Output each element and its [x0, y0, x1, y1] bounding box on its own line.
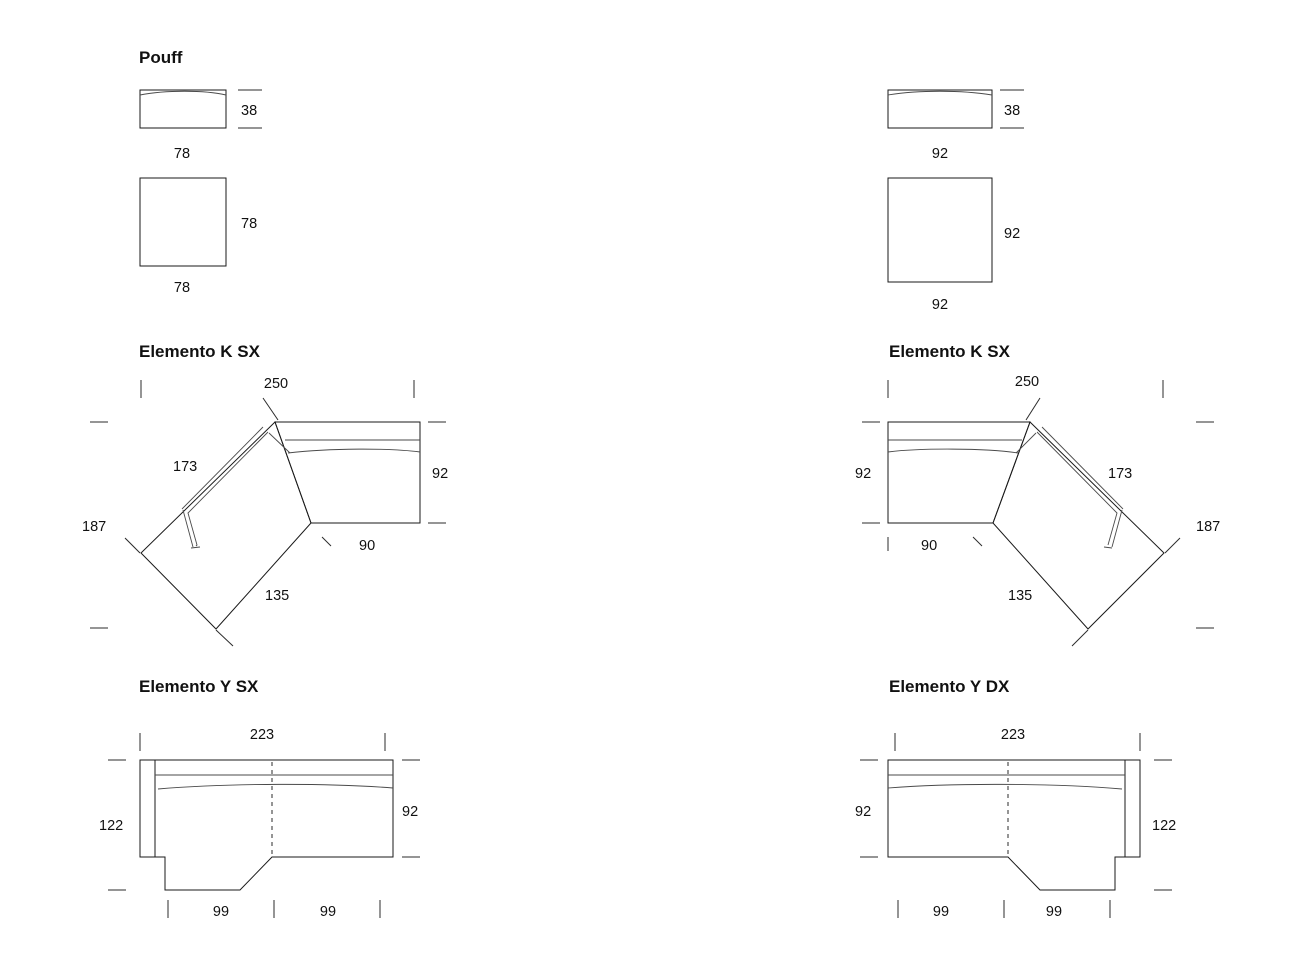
dim-k-left-overall-width: 250 — [263, 376, 289, 392]
dim-pouff-right-height: 38 — [1004, 103, 1021, 119]
section-title-k-sx-right: Elemento K SX — [889, 342, 1010, 361]
dim-y-dx-seg-left: 99 — [932, 904, 950, 920]
dim-k-left-height: 92 — [432, 466, 449, 482]
dim-k-left-back: 173 — [173, 459, 198, 475]
pouff-left-plan — [140, 178, 226, 266]
dim-pouff-left-plan-width: 78 — [173, 280, 191, 296]
dim-pouff-left-plan-depth: 78 — [241, 216, 258, 232]
dim-k-right-angle-side: 135 — [1008, 588, 1033, 604]
dim-y-dx-seg-right: 99 — [1045, 904, 1063, 920]
elemento-y-sx-plan — [108, 733, 420, 918]
dim-k-right-height: 92 — [855, 466, 872, 482]
dim-pouff-left-width: 78 — [173, 146, 191, 162]
elemento-k-sx-left-plan — [90, 380, 449, 646]
dim-k-right-seat-front: 90 — [921, 538, 938, 554]
dim-y-dx-depth: 122 — [1152, 818, 1177, 834]
dim-y-dx-width: 223 — [1000, 727, 1026, 743]
dim-k-left-depth: 187 — [82, 519, 107, 535]
dim-pouff-left-height: 38 — [241, 103, 258, 119]
elemento-k-sx-right-plan — [862, 380, 1214, 646]
dim-pouff-right-plan-depth: 92 — [1004, 226, 1021, 242]
dim-y-sx-height: 92 — [402, 804, 419, 820]
dim-y-sx-seg-left: 99 — [212, 904, 230, 920]
dim-k-right-overall-width: 250 — [1014, 374, 1040, 390]
dim-k-right-depth: 187 — [1196, 519, 1221, 535]
section-title-y-dx: Elemento Y DX — [889, 677, 1010, 696]
dim-pouff-right-width: 92 — [931, 146, 949, 162]
section-title-k-sx-left: Elemento K SX — [139, 342, 260, 361]
dim-y-dx-height: 92 — [855, 804, 872, 820]
dim-pouff-right-plan-width: 92 — [931, 297, 949, 313]
dim-k-right-back: 173 — [1108, 466, 1133, 482]
dim-k-left-seat-front: 90 — [359, 538, 376, 554]
section-title-y-sx: Elemento Y SX — [139, 677, 259, 696]
section-title-pouff: Pouff — [139, 48, 183, 67]
dim-k-left-angle-side: 135 — [265, 588, 290, 604]
elemento-y-dx-plan — [860, 733, 1172, 918]
dim-y-sx-seg-right: 99 — [319, 904, 337, 920]
pouff-right-plan — [888, 178, 992, 282]
dim-y-sx-width: 223 — [249, 727, 275, 743]
dim-y-sx-depth: 122 — [99, 818, 124, 834]
